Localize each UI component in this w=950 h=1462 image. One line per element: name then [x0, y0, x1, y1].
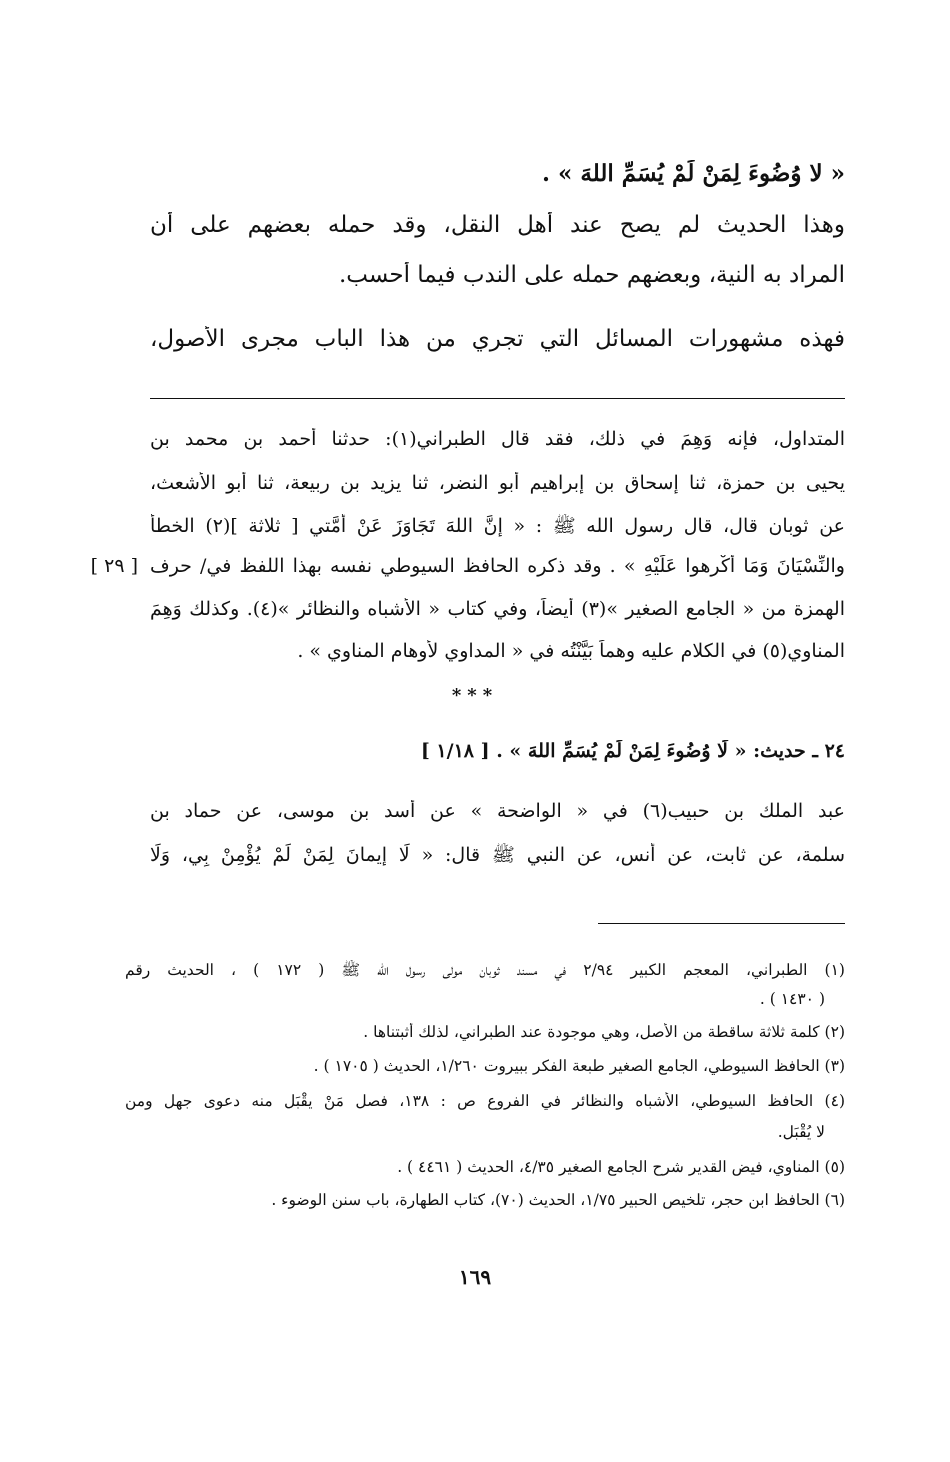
footnote-2: (٢) كلمة ثلاثة ساقطة من الأصل، وهي موجودة عند الطبراني، لذلك أثبتناها .	[363, 1023, 845, 1041]
footnote-divider	[598, 923, 845, 924]
paragraph-line: المراد به النية، وبعضهم حمله على الندب فيما أحسب.	[338, 262, 845, 288]
text-line: يحيى بن حمزة، ثنا إسحاق بن إبراهيم أبو النضر، ثنا يزيد بن ربيعة، ثنا أبو الأشعث،	[150, 472, 845, 494]
margin-page-reference: [ ٢٩ ]	[90, 555, 138, 577]
page-number: ١٦٩	[458, 1265, 492, 1289]
footnote-5: (٥) المناوي، فيض القدير شرح الجامع الصغير ٤/٣٥، الحديث ( ٤٤٦١ ) .	[397, 1158, 845, 1176]
footnote-4: (٤) الحافظ السيوطي، الأشباه والنظائر في الفروع ص : ١٣٨، فصل مَنْ يقْبَل منه دعوى جهل ومن	[125, 1092, 845, 1110]
text-line: عبد الملك بن حبيب(٦) في « الواضحة » عن أسد بن موسى، عن حماد بن	[150, 800, 845, 822]
footnote-1: (١) الطبراني، المعجم الكبير ٢/٩٤ في مسند ثوبان مولى رسول الله ﷺ ( ١٧٢ ) ، الحديث رقم	[125, 961, 845, 979]
text-line: عن ثوبان قال، قال رسول الله ﷺ : « إنَّ اللهَ تَجَاوَزَ عَنْ أُمَّتي [ ثلاثة ](٢) الخطأَ	[150, 515, 845, 537]
footnote-6: (٦) الحافظ ابن حجر، تلخيص الحبير ١/٧٥، الحديث (٧٠)، كتاب الطهارة، باب سنن الوضوء .	[271, 1191, 845, 1209]
hadith-heading: ٢٤ ـ حديث: « لَا وُضُوءَ لِمَنْ لَمْ يُسَمِّ اللهَ » . [ ١/١٨ ]	[420, 740, 845, 762]
footnote-4-continued: لا يُقْبَل.	[777, 1123, 825, 1141]
text-line: المتداول، فإنه وَهِمَ في ذلك، فقد قال الطبراني(١): حدثنا أحمد بن محمد بن	[150, 428, 845, 450]
text-line: المناوي(٥) في الكلام عليه وهماً بَيَّنْتُه في « المداوي لأوهام المناوي » .	[297, 640, 845, 662]
paragraph-line: وهذا الحديث لم يصح عند أهل النقل، وقد حمله بعضهم على أن	[150, 212, 845, 238]
hadith-quote-line: « لا وُضُوءَ لِمَنْ لَمْ يُسَمِّ اللهَ » .	[542, 160, 845, 187]
text-line: الهمزة من « الجامع الصغير »(٣) أيضاً، وفي كتاب « الأشباه والنظائر »(٤). وكذلك وَهِمَ	[150, 598, 845, 620]
section-separator-stars: ***	[451, 685, 499, 706]
footnote-1-continued: ( ١٤٣٠ ) .	[759, 990, 825, 1008]
text-line: والنِّسْيَانَ وَمَا أُكْرِهوا عَلَيْهِ » . وقد ذكره الحافظ السيوطي نفسه بهذا اللفظ في/ حرف	[150, 555, 845, 577]
paragraph-line: فهذه مشهورات المسائل التي تجري من هذا الباب مجرى الأصول،	[150, 326, 845, 352]
text-line: سلمة، عن ثابت، عن أنس، عن النبي ﷺ قال: « لَا إيمانَ لِمَنْ لَمْ يُؤْمِنْ بِي، وَلَا	[150, 844, 845, 866]
section-divider	[150, 398, 845, 399]
footnote-3: (٣) الحافظ السيوطي، الجامع الصغير طبعة الفكر ببيروت ١/٢٦٠، الحديث ( ١٧٠٥ ) .	[313, 1057, 845, 1075]
